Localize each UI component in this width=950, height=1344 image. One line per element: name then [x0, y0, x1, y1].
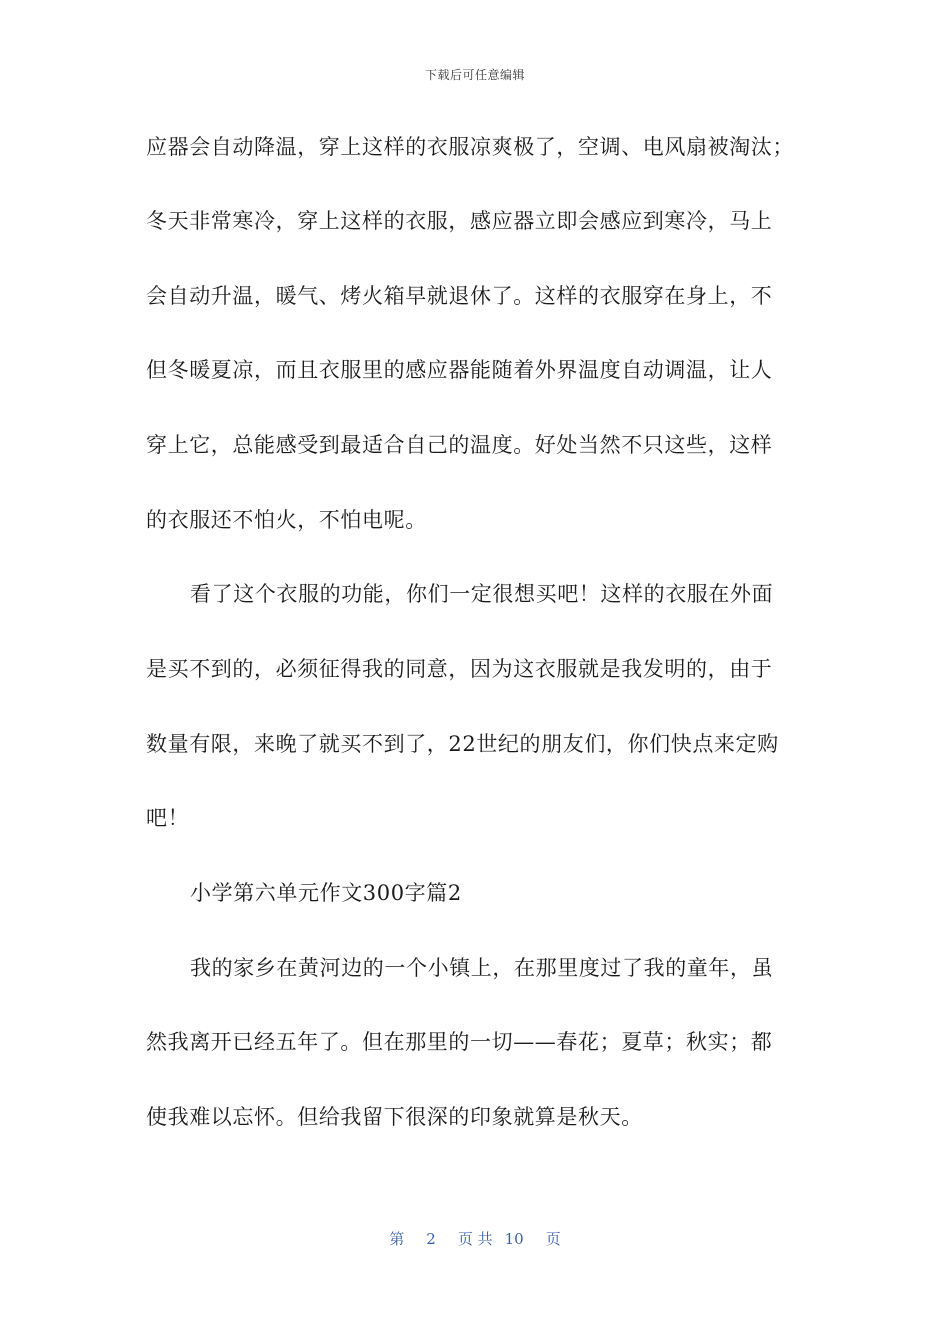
page-header: 下载后可任意编辑 [424, 68, 525, 82]
footer-middle: 页 共 [457, 1230, 493, 1248]
body-line: 穿上它，总能感受到最适合自己的温度。好处当然不只这些，这样 [146, 433, 773, 457]
body-line: 数量有限，来晚了就买不到了，22世纪的朋友们，你们快点来定购 [146, 732, 779, 756]
body-line: 冬天非常寒冷，穿上这样的衣服，感应器立即会感应到寒冷，马上 [146, 209, 773, 233]
body-line: 使我难以忘怀。但给我留下很深的印象就算是秋天。 [146, 1105, 643, 1129]
body-line: 的衣服还不怕火，不怕电呢。 [146, 508, 427, 532]
body-line: 应器会自动降温，穿上这样的衣服凉爽极了，空调、电风扇被淘汰； [146, 135, 794, 159]
paragraph-start-line: 看了这个衣服的功能，你们一定很想买吧！这样的衣服在外面 [190, 582, 774, 606]
footer-prefix: 第 [389, 1230, 405, 1248]
footer-total-pages: 10 [504, 1230, 524, 1248]
section-heading: 小学第六单元作文300字篇2 [190, 881, 462, 905]
footer-page-number: 2 [426, 1230, 436, 1248]
paragraph-start-line: 我的家乡在黄河边的一个小镇上，在那里度过了我的童年，虽 [190, 956, 774, 980]
body-line: 但冬暖夏凉，而且衣服里的感应器能随着外界温度自动调温，让人 [146, 358, 773, 382]
page-footer [0, 1228, 950, 1249]
body-line: 然我离开已经五年了。但在那里的一切——春花；夏草；秋实；都 [146, 1030, 773, 1054]
body-line: 吧！ [146, 806, 190, 830]
footer-suffix: 页 [545, 1230, 561, 1248]
body-line: 是买不到的，必须征得我的同意，因为这衣服就是我发明的，由于 [146, 657, 773, 681]
body-line: 会自动升温，暖气、烤火箱早就退休了。这样的衣服穿在身上，不 [146, 284, 773, 308]
